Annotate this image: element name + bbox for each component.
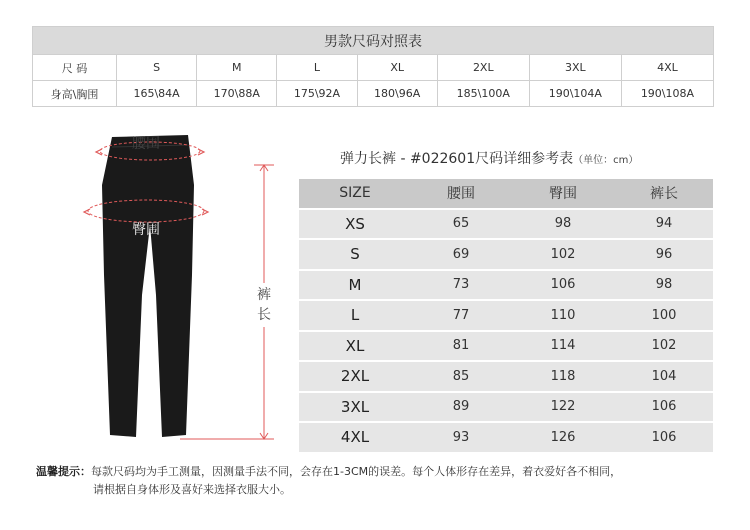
detail-size-table — [299, 177, 713, 454]
hip-arrow-left-icon — [84, 209, 90, 215]
pants-measurement-figure — [80, 125, 290, 455]
waist-cell: 77 — [411, 301, 511, 330]
detail-title-text: 弹力长裤 - #022601尺码详细参考表 — [340, 151, 574, 167]
size-comparison-title: 男款尺码对照表 — [33, 27, 714, 55]
length-cell: 98 — [615, 271, 713, 300]
note-text-2: 请根据自身体形及喜好来选择衣服大小。 — [93, 483, 291, 496]
hip-cell: 122 — [511, 393, 615, 422]
size-cell: L — [277, 55, 357, 81]
measure-cell: 180\96A — [357, 81, 437, 107]
note-label: 温馨提示： — [36, 465, 91, 478]
measure-cell: 190\104A — [529, 81, 621, 107]
hip-arrow-right-icon — [202, 209, 208, 215]
waist-arrow-left-icon — [96, 149, 102, 155]
table-row — [299, 332, 713, 361]
note-line-1 — [36, 463, 726, 481]
table-row — [299, 271, 713, 300]
pants-shape — [102, 135, 194, 437]
length-label-1: 裤 — [257, 287, 271, 303]
length-cell: 100 — [615, 301, 713, 330]
measure-cell: 165\84A — [117, 81, 197, 107]
table-row — [299, 362, 713, 391]
waist-cell: 69 — [411, 240, 511, 269]
size-row — [33, 55, 714, 81]
header-length: 裤长 — [615, 179, 713, 208]
measure-cell: 175\92A — [277, 81, 357, 107]
hip-cell: 126 — [511, 423, 615, 452]
size-row-label: 尺 码 — [33, 55, 117, 81]
length-cell: 104 — [615, 362, 713, 391]
hip-cell: 110 — [511, 301, 615, 330]
table-row — [299, 423, 713, 452]
length-label-2: 长 — [257, 307, 271, 323]
size-cell: 4XL — [621, 55, 713, 81]
measure-row — [33, 81, 714, 107]
size-cell: XL — [357, 55, 437, 81]
detail-header-row — [299, 179, 713, 208]
detail-table-title — [340, 148, 638, 168]
hip-cell: 106 — [511, 271, 615, 300]
size-cell: XS — [299, 210, 411, 239]
length-cell: 106 — [615, 423, 713, 452]
length-cell: 102 — [615, 332, 713, 361]
table-row — [299, 240, 713, 269]
note-text-1: 每款尺码均为手工测量，因测量手法不同，会存在1-3CM的误差。每个人体形存在差异，着衣爱好各不相同， — [91, 465, 622, 478]
hip-cell: 98 — [511, 210, 615, 239]
size-cell: 2XL — [299, 362, 411, 391]
waist-cell: 93 — [411, 423, 511, 452]
measure-row-label: 身高\胸围 — [33, 81, 117, 107]
table-row — [299, 210, 713, 239]
waist-arrow-right-icon — [198, 149, 204, 155]
header-hip: 臀围 — [511, 179, 615, 208]
waist-cell: 89 — [411, 393, 511, 422]
waist-label: 腰围 — [132, 136, 160, 152]
measure-cell: 170\88A — [197, 81, 277, 107]
length-cell: 94 — [615, 210, 713, 239]
measure-cell: 185\100A — [437, 81, 529, 107]
warm-tip-note — [36, 463, 726, 499]
hip-label: 臀围 — [132, 222, 160, 238]
table-row — [299, 301, 713, 330]
waist-cell: 65 — [411, 210, 511, 239]
length-cell: 96 — [615, 240, 713, 269]
header-size: SIZE — [299, 179, 411, 208]
size-cell: S — [117, 55, 197, 81]
hip-cell: 102 — [511, 240, 615, 269]
hip-cell: 118 — [511, 362, 615, 391]
size-cell: S — [299, 240, 411, 269]
size-cell: L — [299, 301, 411, 330]
waist-cell: 85 — [411, 362, 511, 391]
table-row — [299, 393, 713, 422]
measure-cell: 190\108A — [621, 81, 713, 107]
size-cell: 3XL — [299, 393, 411, 422]
size-cell: M — [197, 55, 277, 81]
size-cell: 3XL — [529, 55, 621, 81]
waist-cell: 73 — [411, 271, 511, 300]
header-waist: 腰围 — [411, 179, 511, 208]
size-cell: M — [299, 271, 411, 300]
size-cell: 2XL — [437, 55, 529, 81]
detail-unit-text: （单位：cm） — [573, 155, 639, 166]
waist-cell: 81 — [411, 332, 511, 361]
size-comparison-table — [32, 26, 714, 107]
size-cell: XL — [299, 332, 411, 361]
length-cell: 106 — [615, 393, 713, 422]
hip-cell: 114 — [511, 332, 615, 361]
size-cell: 4XL — [299, 423, 411, 452]
